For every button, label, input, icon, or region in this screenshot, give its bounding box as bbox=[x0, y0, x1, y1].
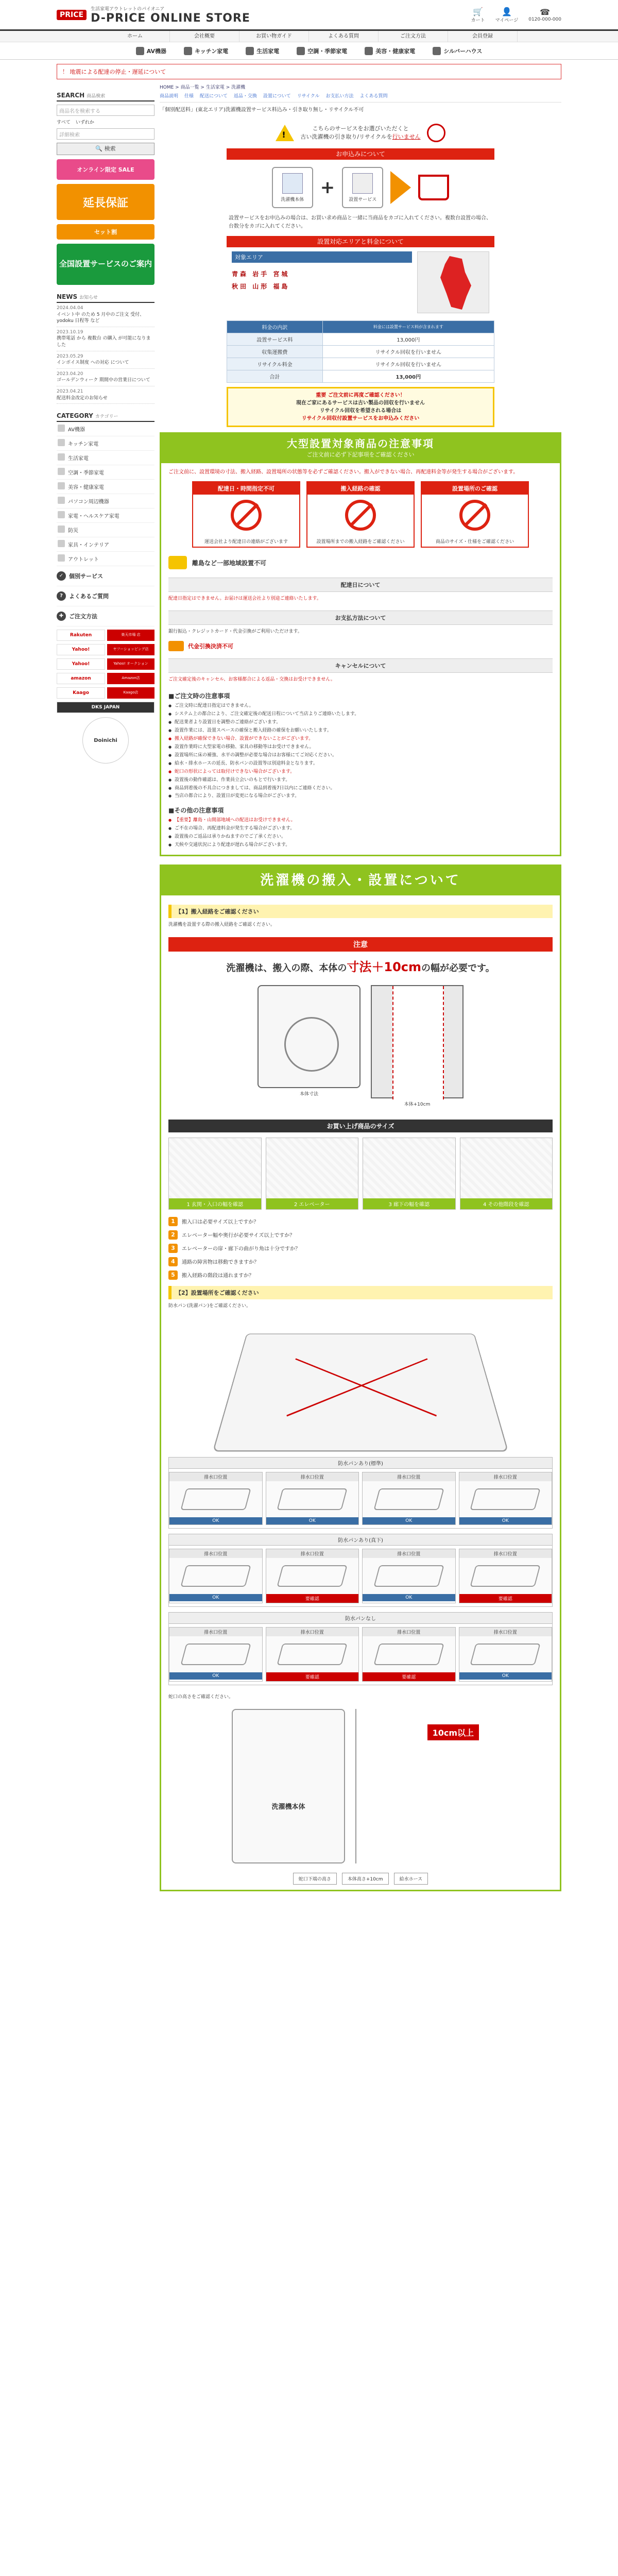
route-stairs: 4 その他階段を確認 bbox=[460, 1138, 553, 1210]
warning-icon: ! bbox=[276, 125, 294, 141]
payment-text: 銀行振込・クレジットカード・代金引換がご利用いただけます。 bbox=[168, 629, 302, 635]
cat-nav-kitchen[interactable]: キッチン家電 bbox=[184, 47, 228, 55]
application-note: 設置サービスをお申込みの場合は、お買い求め商品と一緒に当商品をカゴに入れてください。複数台設置の場合、台数分をカゴに入れてください。 bbox=[229, 215, 491, 229]
cat-nav-aircon[interactable]: 空調・季節家電 bbox=[297, 47, 347, 55]
tab[interactable]: 仕様 bbox=[184, 94, 194, 99]
no-recycle-icon bbox=[427, 124, 445, 142]
store-link[interactable]: Rakuten 楽天市場 店 bbox=[57, 630, 154, 641]
sale-banner[interactable]: オンライン限定 SALE bbox=[57, 159, 154, 180]
note-item: ● 蛇口の形状によっては取付けできない場合がございます。 bbox=[168, 768, 553, 776]
tab[interactable]: 設置について bbox=[263, 94, 291, 99]
pan-case: 排水口位置 要確認 bbox=[362, 1627, 456, 1682]
silver-icon bbox=[433, 47, 441, 55]
tab[interactable]: 返品・交換 bbox=[233, 94, 257, 99]
check-step: 2 エレベーター幅や奥行が必要サイズ以上ですか？ bbox=[168, 1228, 553, 1242]
sidebar-category[interactable]: アウトレット bbox=[57, 552, 154, 566]
waterproof-pan-diagram bbox=[213, 1333, 509, 1451]
cat-nav-beauty[interactable]: 美容・健康家電 bbox=[365, 47, 415, 55]
other-notes-title: ■その他の注意事項 bbox=[168, 807, 224, 815]
area-head: 対象エリア bbox=[232, 251, 412, 263]
search-radio[interactable]: すべて いずれか bbox=[57, 120, 94, 125]
doinichi-badge: Doinichi bbox=[82, 717, 129, 764]
news-item[interactable]: 2023.04.20 ゴールデンウィーク 期間中の営業日について bbox=[57, 369, 154, 386]
nav-company[interactable]: 会社概要 bbox=[170, 31, 239, 42]
store-link[interactable]: amazon Amazon店 bbox=[57, 673, 154, 684]
notice-card: 配達日・時間指定不可 運送会社より配達日の連絡がございます bbox=[192, 481, 300, 548]
alert-text: こちらのサービスをお選びいただくと 古い洗濯機の引き取り/リサイクルを行いません bbox=[300, 125, 421, 140]
note-item: ● システム上の都合により、ご注文確定後の配送日程について当店よりご連絡いたします。 bbox=[168, 710, 553, 719]
note-item: ● 配送業者より設置日を調整のご連絡がございます。 bbox=[168, 719, 553, 727]
sidebar-link-service[interactable]: ✓ 個別サービス bbox=[57, 566, 154, 586]
pan-case: 排水口位置 OK bbox=[169, 1627, 263, 1682]
logo-sub: 生活家電アウトレットのパイオニア bbox=[91, 6, 165, 12]
washer-diagram bbox=[258, 985, 360, 1088]
section-application: お申込みについて bbox=[227, 148, 494, 160]
note-item: ● 設置後のご返品は承りかねますのでご了承ください。 bbox=[168, 833, 553, 841]
pan-intro: 防水パン(洗濯パン)をご確認ください。 bbox=[168, 1303, 251, 1309]
route-check-head: 【1】搬入経路をご確認ください bbox=[168, 905, 553, 918]
news-item[interactable]: 2023.04.21 配送料金改定のお知らせ bbox=[57, 386, 154, 404]
sidebar-category[interactable]: 家電・ヘルスケア家電 bbox=[57, 509, 154, 523]
note-item: ● 当店の都合により、設置日が変更になる場合がございます。 bbox=[168, 792, 553, 801]
pan-case: 排水口位置 OK bbox=[169, 1472, 263, 1525]
notice-bar[interactable]: ！ 地震による配達の停止・遅延について bbox=[57, 64, 561, 79]
sidebar-link-order[interactable]: ✚ ご注文方法 bbox=[57, 606, 154, 626]
page-title: 「個別配送料」(東北エリア)洗濯機設置サービス料込み・引き取り無し・リサイクル不可 bbox=[160, 107, 364, 113]
diagram-caption: 蛇口下端の高さ bbox=[293, 1873, 337, 1885]
sidebar-category[interactable]: 美容・健康家電 bbox=[57, 480, 154, 494]
note-item: ● 設置作業時に大型家電の移動、家具の移動等はお受けできません。 bbox=[168, 743, 553, 752]
pan-case: 排水口位置 OK bbox=[169, 1549, 263, 1603]
cart-icon bbox=[418, 175, 449, 200]
news-item[interactable]: 2023.10.19 携帯電話 から 複数台 の購入 が可能になりました bbox=[57, 327, 154, 351]
dimension-message: 洗濯機は、搬入の際、本体の寸法＋10cmの幅が必要です。 bbox=[226, 959, 495, 974]
main-content bbox=[160, 83, 561, 1891]
service-info-box bbox=[227, 121, 494, 427]
tools-icon bbox=[352, 173, 373, 194]
note-item: ● 【重要】離島・山間部地域への配送はお受けできません。 bbox=[168, 817, 553, 825]
note-item: ● 設置場所に床の補強、水平の調整が必要な場合はお客様にてご対応ください。 bbox=[168, 752, 553, 760]
washer-icon bbox=[282, 173, 303, 194]
cat-nav-silver[interactable]: シルバーハウス bbox=[433, 47, 482, 55]
route-corridor: 3 廊下の幅を確認 bbox=[363, 1138, 456, 1210]
cart-icon: ✚ bbox=[57, 612, 66, 621]
header-cart[interactable]: 🛒 カート bbox=[471, 6, 485, 23]
kitchen-icon bbox=[184, 47, 192, 55]
delivery-date-text: 配達日指定はできません。お届けは運送会社より別途ご連絡いたします。 bbox=[168, 596, 321, 601]
service-icon: ✓ bbox=[57, 571, 66, 581]
nav-register[interactable]: 会員登録 bbox=[448, 31, 518, 42]
pan-case: 排水口位置 OK bbox=[362, 1549, 456, 1603]
set-discount-banner[interactable]: セット割 bbox=[57, 224, 154, 240]
nav-order[interactable]: ご注文方法 bbox=[379, 31, 448, 42]
beauty-icon bbox=[365, 47, 373, 55]
note-item: ● 給水・排水ホースの延長、防水パンの設置等は別途料金となります。 bbox=[168, 760, 553, 768]
doorway-diagram bbox=[371, 985, 464, 1098]
cancel-head: キャンセルについて bbox=[168, 658, 553, 673]
home-appliance-icon bbox=[246, 47, 254, 55]
phone-icon: ☎ bbox=[540, 7, 551, 17]
island-icon bbox=[168, 556, 187, 569]
question-icon: ? bbox=[57, 591, 66, 601]
check-step: 4 通路の障害物は移動できますか？ bbox=[168, 1255, 553, 1268]
top-nav bbox=[0, 31, 618, 42]
caution-label: 注意 bbox=[168, 937, 553, 952]
tohoku-map bbox=[417, 251, 489, 313]
category-title: CATEGORY カテゴリー bbox=[57, 409, 154, 422]
store-link[interactable]: Yahoo! Yahoo! オークション bbox=[57, 658, 154, 670]
pan-case: 排水口位置 OK bbox=[266, 1472, 359, 1525]
news-title: NEWS お知らせ bbox=[57, 290, 154, 303]
cod-note: 代金引換決済不可 bbox=[168, 639, 553, 653]
cod-icon bbox=[168, 641, 184, 651]
pan-group: 防水パンなし 排水口位置 OK 排水口位置 要確認 排水口位置 要確認 排水口位置 OK bbox=[168, 1612, 553, 1685]
diagram-caption: 本体高さ+10cm bbox=[342, 1873, 389, 1885]
sidebar-category[interactable]: 防災 bbox=[57, 523, 154, 537]
nav-guide[interactable]: お買い物ガイド bbox=[239, 31, 309, 42]
search-select[interactable]: 詳細検索 bbox=[57, 128, 154, 140]
application-flow bbox=[227, 160, 494, 212]
sidebar bbox=[57, 83, 154, 1891]
price-table: 料金の内訳 料金には設置サービス料が含まれます 設置サービス料 13,000円 収集運搬費 リサイクル回収を行いません リサイクル料金 リサイクル回収を行いません 合計 13,000円 bbox=[227, 320, 494, 383]
pan-group: 防水パンあり(真下) 排水口位置 OK 排水口位置 要確認 排水口位置 OK 排水口位置 要確認 bbox=[168, 1534, 553, 1607]
tab[interactable]: お支払い方法 bbox=[325, 94, 354, 99]
check-step: 3 エレベーターの扉・廊下の曲がり角は十分ですか？ bbox=[168, 1242, 553, 1255]
tab[interactable]: よくある質問 bbox=[359, 94, 388, 99]
tab[interactable]: リサイクル bbox=[297, 94, 320, 99]
washer-install-header: 洗濯機の搬入・設置について bbox=[160, 865, 561, 894]
faucet-diagram: 10cm以上 bbox=[355, 1709, 489, 1863]
sidebar-category[interactable]: AV機器 bbox=[57, 422, 154, 436]
dks-badge: DKS JAPAN bbox=[57, 702, 154, 713]
store-link[interactable]: Yahoo! ヤフーショッピング店 bbox=[57, 644, 154, 655]
pan-case: 排水口位置 OK bbox=[362, 1472, 456, 1525]
pan-case: 排水口位置 要確認 bbox=[459, 1549, 553, 1603]
notice-card: 搬入経路の確認 設置場所までの搬入経路をご確認ください bbox=[306, 481, 415, 548]
pan-group: 防水パンあり(標準) 排水口位置 OK 排水口位置 OK 排水口位置 OK 排水口位置 OK bbox=[168, 1457, 553, 1529]
note-item: ● 搬入経路が確保できない場合、設置ができないことがございます。 bbox=[168, 735, 553, 743]
diagram-caption: 給水ホース bbox=[394, 1873, 428, 1885]
sidebar-category[interactable]: 空調・季節家電 bbox=[57, 465, 154, 480]
pan-case: 排水口位置 OK bbox=[459, 1627, 553, 1682]
logo-mark: PRICE bbox=[57, 10, 87, 20]
header-mypage[interactable]: 👤 マイページ bbox=[495, 6, 519, 23]
warranty-banner[interactable]: 延長保証 bbox=[57, 184, 154, 220]
tab[interactable]: 配送について bbox=[200, 94, 228, 99]
check-step: 1 搬入口は必要サイズ以上ですか？ bbox=[168, 1215, 553, 1228]
order-notes-title: ■ご注文時の注意事項 bbox=[168, 692, 230, 700]
search-input[interactable]: 商品名を検索する bbox=[57, 105, 154, 116]
route-elevator: 2 エレベーター bbox=[266, 1138, 359, 1210]
notice-card: 設置場所のご確認 商品のサイズ・仕様をご確認ください bbox=[421, 481, 529, 548]
route-size-title: お買い上げ商品のサイズ bbox=[168, 1120, 553, 1132]
note-item: ● 設置作業には、設置スペースの確保と搬入経路の確保をお願いいたします。 bbox=[168, 727, 553, 735]
sidebar-category[interactable]: 生活家電 bbox=[57, 451, 154, 465]
note-item: ● ご注文時に配達日指定はできません。 bbox=[168, 702, 553, 710]
pan-case: 排水口位置 要確認 bbox=[266, 1627, 359, 1682]
washer-box: 洗濯機本体 bbox=[272, 167, 313, 208]
cart-icon: 🛒 bbox=[473, 6, 484, 16]
service-box: 設置サービス bbox=[342, 167, 383, 208]
install-service-banner[interactable]: 全国設置サービスのご案内 bbox=[57, 244, 154, 285]
plus-icon: + bbox=[320, 177, 335, 198]
news-item[interactable]: 2023.05.29 インボイス制度 への対応 について bbox=[57, 351, 154, 369]
cat-nav-av[interactable]: AV機器 bbox=[136, 47, 166, 55]
site-header bbox=[0, 0, 618, 31]
nav-home[interactable]: ホーム bbox=[100, 31, 170, 42]
size-check-icon bbox=[459, 500, 490, 531]
product-tabs bbox=[160, 92, 561, 103]
important-caution: 重要 ご注文前に再度ご確認ください！ 現在ご家にあるサービスは古い製品の回収を行いません リサイクル回収を希望される場合は リサイクル回収付設置サービスをお申込みください bbox=[227, 387, 494, 427]
large-items-frame bbox=[160, 462, 561, 856]
pan-case: 排水口位置 OK bbox=[459, 1472, 553, 1525]
washer-install-frame: 【1】搬入経路をご確認ください 洗濯機を設置する際の搬入経路をご確認ください。 注意 洗濯機は、搬入の際、本体の寸法＋10cmの幅が必要です。 本体寸法 本体+10cm お買い上げ商品のサイズ 1 玄関・入口の幅を確認 2 エレベーター 3 廊下の幅を確認 4 その他階段を確認 1 搬入口は必要サイズ以上ですか？ 2 エレベーター幅や奥行が必要サイズ以上ですか？ 3 エレベーターの扉・廊下の曲がり角は十分ですか？ 4 通路の障害物は移動できますか？ 5 搬入経路の階段は通れますか？ 【2】設置場所をご確認ください 防水パン(洗濯パン)をご確認ください。 防水パンあり(標準) 排水口位置 OK 排水口位置 OK 排水口位置 OK 排水口位置 OK 防水パンあり(真下) 排水口位置 OK 排水口位置 要確認 排水口位置 OK 排水口位置 要確認 防水パンなし 排水口位置 OK 排水口位置 要確認 排水口位置 要確認 排水口位置 OK 蛇口の高さをご確認ください。 洗濯機本体 10cm以上 蛇口下端の高さ 本体高さ+10cm 給水ホース bbox=[160, 894, 561, 1891]
aircon-icon bbox=[297, 47, 305, 55]
category-nav bbox=[0, 42, 618, 60]
news-item[interactable]: 2024.04.04 イベント中 のため 5 月中のご注文 受付、yodoku 日程等 など bbox=[57, 303, 154, 327]
sidebar-category[interactable]: パソコン周辺機器 bbox=[57, 494, 154, 509]
cancel-text: ご注文確定後のキャンセル、お客様都合による返品・交換はお受けできません。 bbox=[168, 676, 335, 682]
payment-head: お支払方法について bbox=[168, 611, 553, 625]
route-intro: 洗濯機を設置する際の搬入経路をご確認ください。 bbox=[168, 922, 276, 928]
search-button[interactable]: 🔍 検索 bbox=[57, 143, 154, 155]
delivery-route-icon bbox=[345, 500, 376, 531]
sidebar-link-faq[interactable]: ? よくあるご質問 bbox=[57, 586, 154, 606]
route-entrance: 1 玄関・入口の幅を確認 bbox=[168, 1138, 262, 1210]
search-title: SEARCH 商品検索 bbox=[57, 89, 154, 101]
note-item: ● 天候や交通状況により配達が遅れる場合がございます。 bbox=[168, 841, 553, 850]
breadcrumb[interactable]: HOME > 商品一覧 > 生活家電 > 洗濯機 bbox=[160, 85, 246, 90]
washer-front-diagram: 洗濯機本体 bbox=[232, 1709, 345, 1863]
note-item: ● ご不在の場合、再配達料金が発生する場合がございます。 bbox=[168, 825, 553, 833]
large-items-header: 大型設置対象商品の注意事項 ご注文前に必ず下記事項をご確認ください bbox=[160, 432, 561, 462]
prohibited-icon bbox=[231, 500, 262, 531]
faucet-intro: 蛇口の高さをご確認ください。 bbox=[168, 1694, 234, 1700]
note-item: ● 設置後の動作確認は、作業員立会いのもとで行います。 bbox=[168, 776, 553, 785]
logo-main: D-PRICE ONLINE STORE bbox=[91, 11, 250, 25]
tv-icon bbox=[136, 47, 144, 55]
arrow-right-icon bbox=[390, 171, 411, 204]
tab[interactable]: 商品説明 bbox=[160, 94, 179, 99]
sidebar-category[interactable]: キッチン家電 bbox=[57, 436, 154, 451]
nav-faq[interactable]: よくある質問 bbox=[309, 31, 379, 42]
large-items-intro: ご注文前に、設置環境の寸法、搬入経路、設置場所の状態等を必ずご確認ください。搬入ができない場合、再配達料金等が発生する場合がございます。 bbox=[168, 469, 519, 475]
section-area-price: 設置対応エリアと料金について bbox=[227, 236, 494, 247]
sidebar-category[interactable]: 家具・インテリア bbox=[57, 537, 154, 552]
note-item: ● 商品到着後の不具合につきましては、商品到着後7日以内にご連絡ください。 bbox=[168, 785, 553, 793]
site-logo[interactable] bbox=[57, 5, 250, 25]
store-link[interactable]: Kaago Kaago店 bbox=[57, 687, 154, 699]
pan-case: 排水口位置 要確認 bbox=[266, 1549, 359, 1603]
delivery-date-head: 配達日について bbox=[168, 578, 553, 592]
header-phone[interactable]: ☎ 0120-000-000 bbox=[528, 7, 561, 22]
check-step: 5 搬入経路の階段は通れますか？ bbox=[168, 1268, 553, 1282]
remote-area-note: 離島など一部地域設置不可 bbox=[168, 553, 553, 572]
cat-nav-life[interactable]: 生活家電 bbox=[246, 47, 279, 55]
user-icon: 👤 bbox=[501, 6, 512, 16]
place-check-head: 【2】設置場所をご確認ください bbox=[168, 1286, 553, 1299]
area-prefectures: 青森 岩手 宮城 秋田 山形 福島 bbox=[232, 270, 290, 290]
